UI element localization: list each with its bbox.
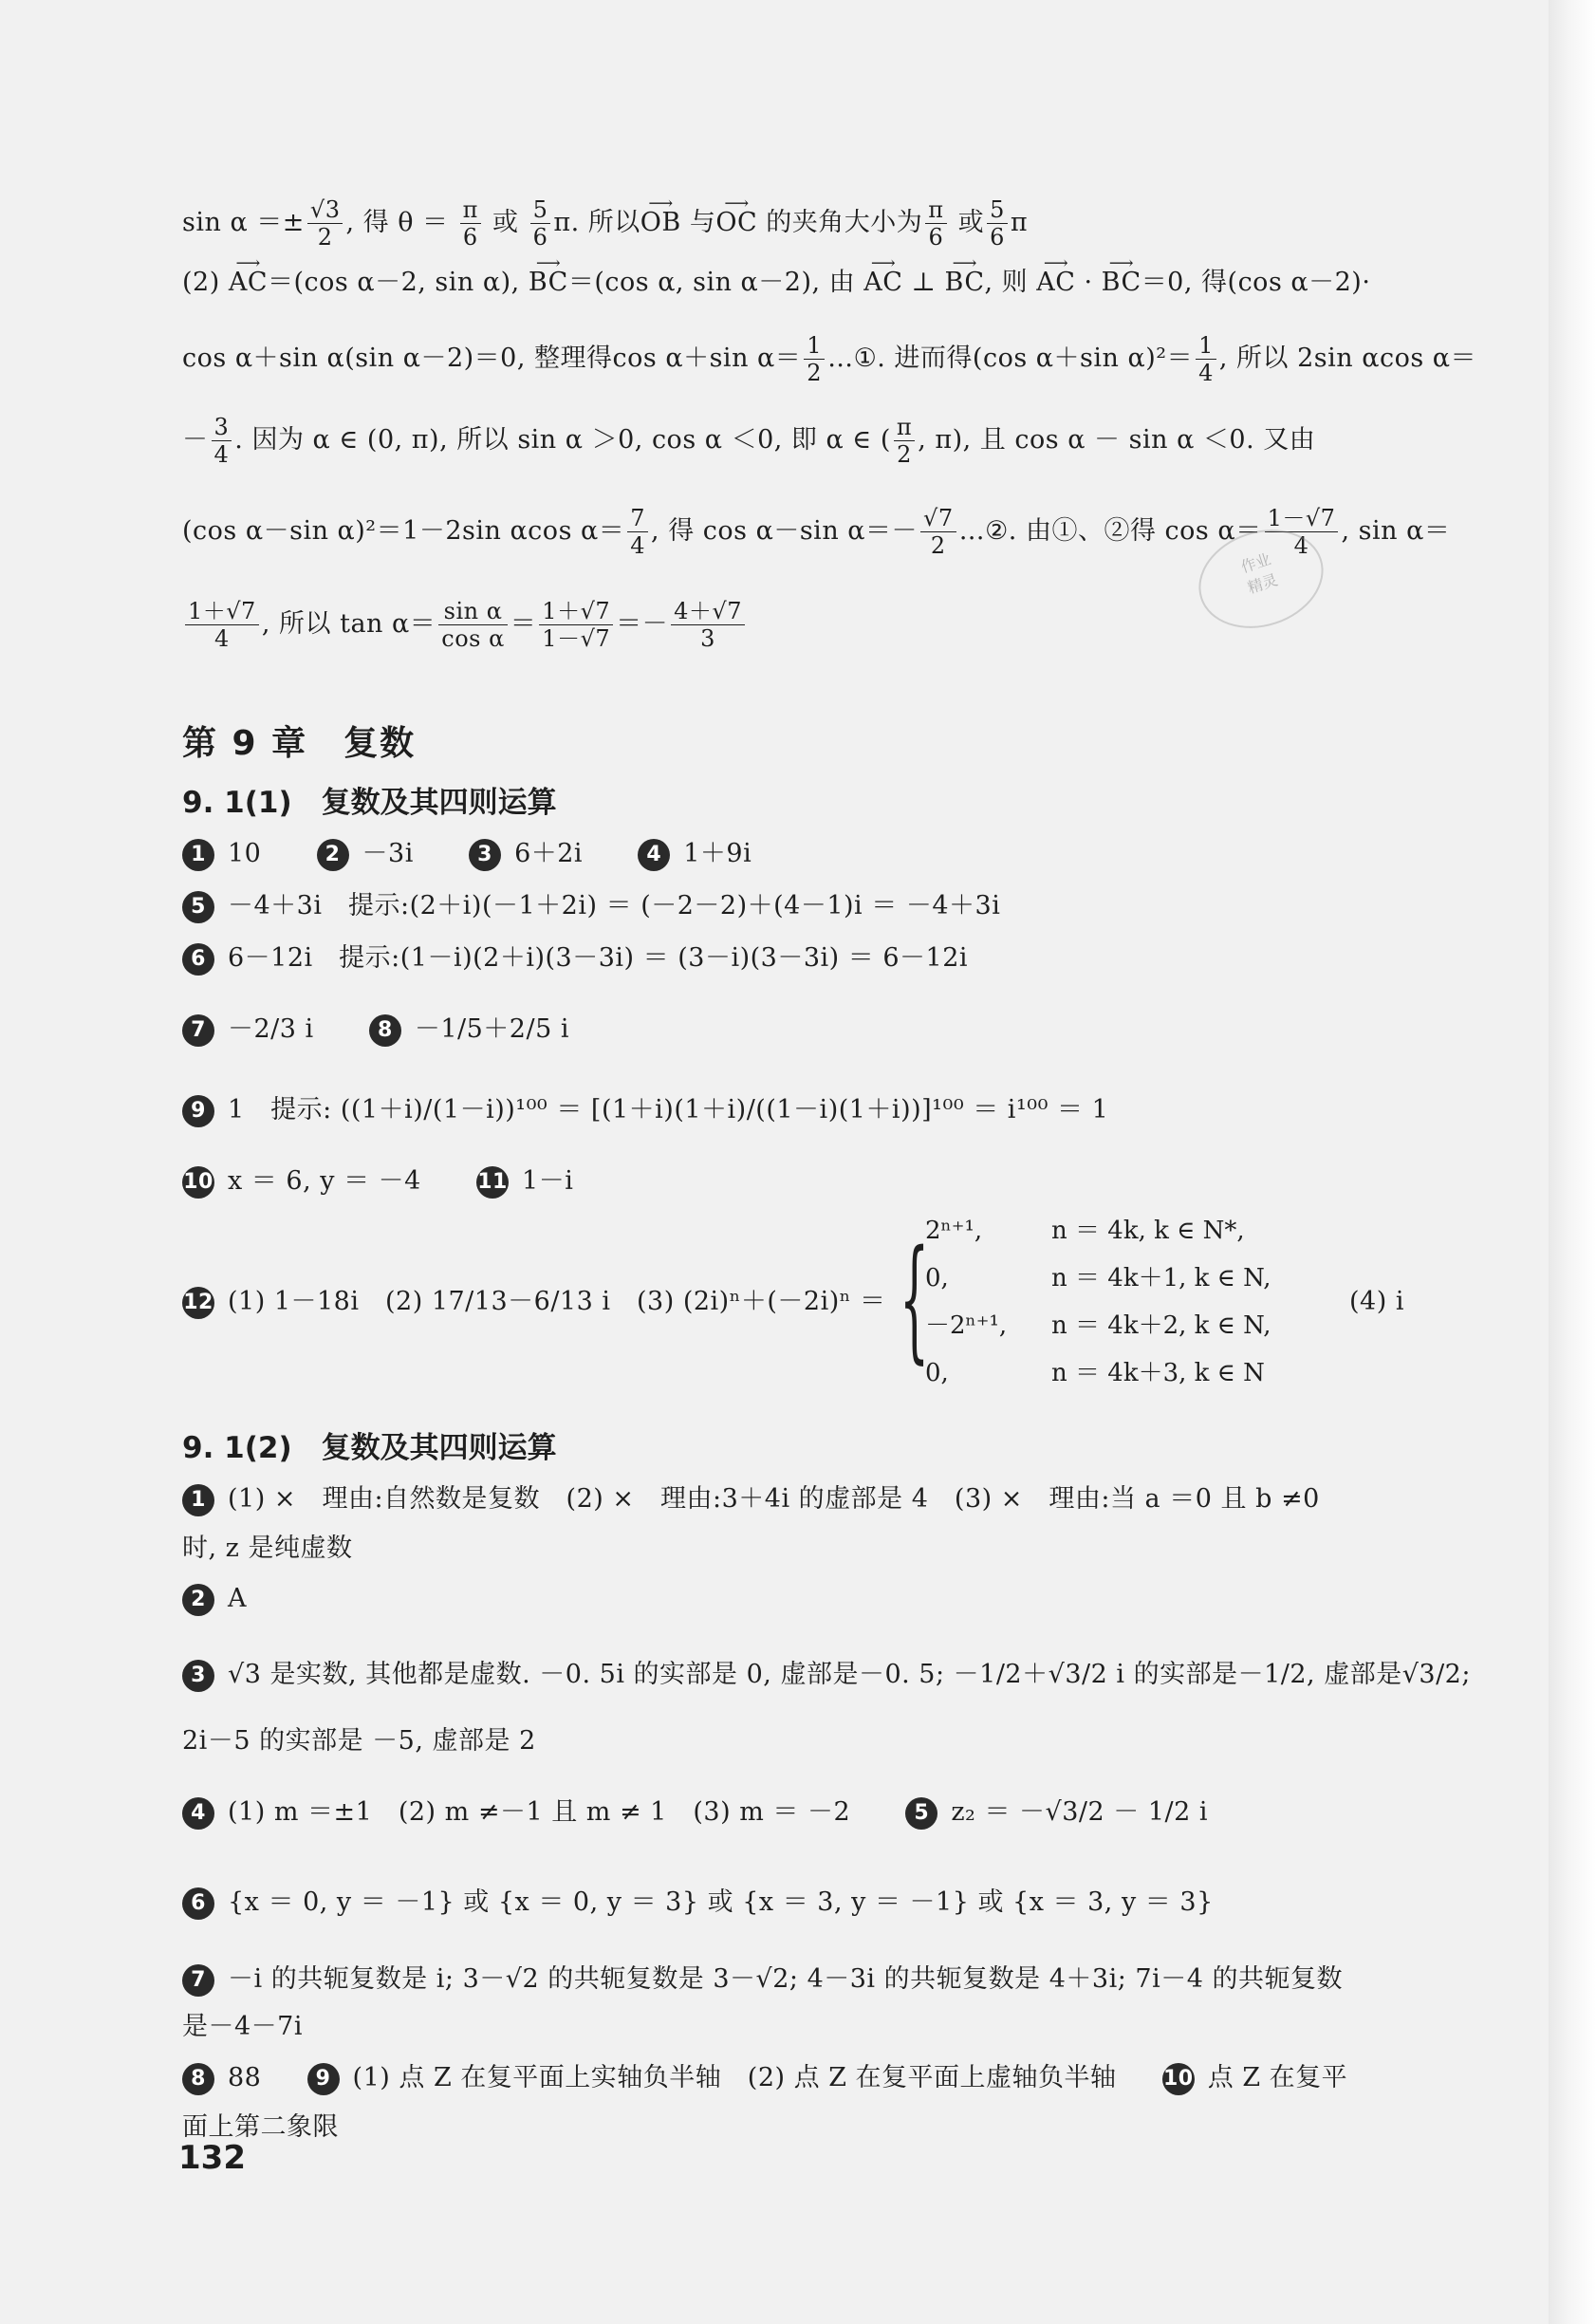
item-number: 1 [182,1484,214,1516]
page-number: 132 [178,2139,246,2177]
answer-text: 6＋2i [514,839,584,868]
item-number: 1 [182,839,214,871]
answer-row-6 [182,939,968,977]
item-number: 5 [905,1797,937,1830]
answer2-row-1 [182,1480,1320,1518]
answer-row-10-11 [182,1162,573,1200]
item-number: 12 [182,1287,214,1319]
case-condition: n ＝ 4k＋1, k ∈ N, [1051,1264,1271,1292]
item-number: 8 [182,2063,214,2095]
cases-conditions [1051,1207,1271,1397]
answer2-row-1-cont: 时, z 是纯虚数 [182,1534,353,1563]
answer-text: (1) × 理由:自然数是复数 (2) × 理由:3＋4i 的虚部是 4 (3) × 理由:当 a ＝0 且 b ≠0 [228,1484,1320,1514]
answer-text: (1) m ＝±1 (2) m ≠－1 且 m ≠ 1 (3) m ＝ －2 [228,1797,851,1827]
answer-text: －3i [362,839,414,868]
item-number: 8 [369,1014,401,1047]
cases-values [925,1207,1007,1397]
answer-text: －1/5＋2/5 i [414,1014,569,1044]
item-number: 9 [182,1095,214,1127]
item-number: 2 [317,839,349,871]
answer-text: －2/3 i [228,1014,314,1044]
answer2-row-3 [182,1656,1471,1694]
answer-text: 1－i [522,1166,574,1196]
case-condition: n ＝ 4k, k ∈ N*, [1051,1217,1245,1245]
solution-line-1: sin α ＝± $\frac{√3}{2}$ , 得 θ ＝ $\frac{\pi}{6}$ 或 $\frac{5}{6}$ π. 所以⟶ OB 与⟶ OC 的夹角大小为 $\frac{\pi}{6}$ 或 $\frac{5}{6}$ π [182,196,1028,251]
item-number: 9 [307,2063,340,2095]
solution-line-2: (2) ⟶ AC＝(cos α－2, sin α), ⟶ BC＝(cos α, sin α－2), 由 ⟶ AC ⊥ ⟶ BC, 则 ⟶ AC · ⟶ BC＝0, 得(cos α－2)· [182,264,1370,302]
item-number: 11 [476,1166,509,1199]
cases-brace: { [900,1222,930,1377]
answer-text: {x ＝ 0, y ＝ －1} 或 {x ＝ 0, y ＝ 3} 或 {x ＝ 3, y ＝ －1} 或 {x ＝ 3, y ＝ 3} [228,1887,1214,1917]
answer-text: 点 Z 在复平 [1207,2063,1348,2092]
answer-text: 1 提示: ((1＋i)/(1－i))¹⁰⁰ ＝ [(1＋i)(1＋i)/((1－i)(1＋i))]¹⁰⁰ ＝ i¹⁰⁰ ＝ 1 [228,1095,1109,1125]
item-number: 3 [469,839,501,871]
item-number: 10 [1162,2063,1195,2095]
answer2-row-2 [182,1580,247,1618]
answer-text: √3 是实数, 其他都是虚数. －0. 5i 的实部是 0, 虚部是－0. 5; －1/2＋√3/2 i 的实部是－1/2, 虚部是√3/2; [228,1660,1471,1689]
section-title-2: 9. 1(2) 复数及其四则运算 [182,1431,557,1465]
answer-row-12 [182,1283,886,1321]
item-number: 7 [182,1014,214,1047]
answer-text: (1) 1－18i (2) 17/13－6/13 i (3) (2i)ⁿ＋(－2i)ⁿ ＝ [228,1287,886,1316]
section-title-1: 9. 1(1) 复数及其四则运算 [182,786,557,820]
answer-text: 1＋9i [683,839,752,868]
answer2-row-3-cont: 2i－5 的实部是 －5, 虚部是 2 [182,1726,536,1756]
answer2-row-7 [182,1961,1343,1999]
item-number: 6 [182,943,214,976]
answer-row-9 [182,1091,1108,1129]
solution-line-6: $\frac{1+√7}{4}$ , 所以 tan α＝ $\frac{\text{sin α}}{\text{cos α}}$ ＝ $\frac{1+√7}{1-√7}$ ＝－ $\frac{4+√7}{3}$ [182,598,748,652]
case-value: －2ⁿ⁺¹, [925,1311,1008,1340]
solution-line-5: (cos α－sin α)²＝1－2sin αcos α＝ $\frac{7}{4}$ , 得 cos α－sin α＝－ $\frac{√7}{2}$ …②. 由①、②得 cos α＝ $\frac{1-√7}{4}$ , sin α＝ [182,505,1451,559]
answer-text: z₂ ＝ －√3/2 － 1/2 i [951,1797,1209,1827]
item-number: 3 [182,1660,214,1692]
answer-12-part-4: (4) i [1349,1287,1404,1316]
answer-row-5 [182,887,1000,925]
answer-text: －4＋3i 提示:(2＋i)(－1＋2i) ＝ (－2－2)＋(4－1)i ＝ －4＋3i [228,891,1001,920]
case-value: 0, [925,1264,949,1292]
solution-line-3: cos α＋sin α(sin α－2)＝0, 整理得cos α＋sin α＝ $\frac{1}{2}$ …①. 进而得(cos α＋sin α)²＝ $\frac{1}{4}$ , 所以 2sin αcos α＝ [182,332,1477,386]
answer2-row-8-10 [182,2059,1347,2097]
answer-text: A [228,1584,247,1613]
answer-text: 10 [228,839,262,868]
case-condition: n ＝ 4k＋2, k ∈ N, [1051,1311,1271,1340]
case-condition: n ＝ 4k＋3, k ∈ N [1051,1359,1265,1387]
answer-text: 6－12i 提示:(1－i)(2＋i)(3－3i) ＝ (3－i)(3－3i) ＝ 6－12i [228,943,969,973]
answer-text: (1) 点 Z 在复平面上实轴负半轴 (2) 点 Z 在复平面上虚轴负半轴 [352,2063,1117,2092]
chapter-title: 第 9 章 复数 [182,724,417,763]
item-number: 4 [182,1797,214,1830]
answer2-row-6 [182,1884,1214,1922]
answer-text: －i 的共轭复数是 i; 3－√2 的共轭复数是 3－√2; 4－3i 的共轭复数是 4＋3i; 7i－4 的共轭复数 [228,1964,1343,1994]
answer-text: x ＝ 6, y ＝ －4 [228,1166,421,1196]
case-value: 0, [925,1359,949,1387]
case-value: 2ⁿ⁺¹, [925,1217,983,1245]
item-number: 7 [182,1964,214,1997]
item-number: 4 [638,839,670,871]
stamp-seal: 作业 精灵 [1186,514,1336,644]
answer2-row-10-cont: 面上第二象限 [182,2112,339,2142]
answer2-row-4-5 [182,1794,1208,1831]
solution-line-4: － $\frac{3}{4}$ . 因为 α ∈ (0, π), 所以 sin α ＞0, cos α ＜0, 即 α ∈ ( $\frac{\pi}{2}$ , π), 且 cos α － sin α ＜0. 又由 [182,414,1316,468]
item-number: 2 [182,1584,214,1616]
item-number: 10 [182,1166,214,1199]
answer-row-7-8 [182,1011,569,1049]
answer-row-1-4 [182,835,752,873]
answer-text: 88 [228,2063,262,2092]
answer2-row-7-cont: 是－4－7i [182,2012,303,2041]
item-number: 6 [182,1887,214,1920]
item-number: 5 [182,891,214,923]
